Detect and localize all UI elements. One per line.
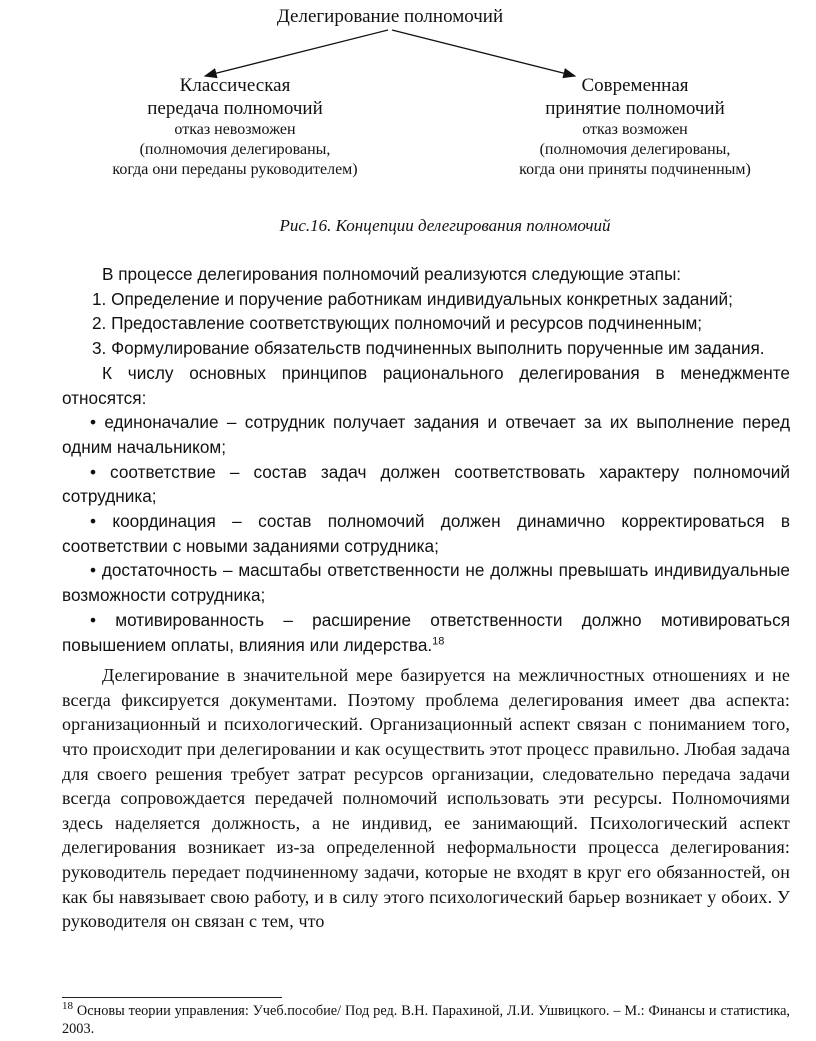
bullet-item-text: • мотивированность – расширение ответственности должно мотивироваться повышением оплаты, влияния или лидерства. (62, 609, 790, 655)
body-text (62, 262, 790, 934)
concept-modern-line3: отказ возможен (582, 121, 688, 138)
concept-modern (470, 74, 800, 180)
paragraph-step1: 1. Определение и поручение работникам индивидуальных конкретных заданий; (92, 288, 733, 309)
concept-classic-line4: (полномочия делегированы, (139, 141, 331, 158)
paragraph-intro: В процессе делегирования полномочий реализуются следующие этапы: (102, 264, 682, 284)
footnote-ref: 18 (432, 634, 445, 647)
concept-classic-title1: Классическая (179, 75, 291, 96)
concept-classic-title2: передача полномочий (147, 98, 323, 119)
concept-modern-line4: (полномочия делегированы, (539, 141, 731, 158)
arrow-left (205, 30, 388, 76)
arrow-right (392, 30, 575, 76)
bullet-item: • соответствие – состав задач должен соответствовать характеру полномочий сотрудника; (62, 461, 790, 507)
bullet-item: • единоначалие – сотрудник получает задания и отвечает за их выполнение перед одним начальником; (62, 412, 790, 457)
paragraph-principles-intro: К числу основных принципов рационального делегирования в менеджменте относятся: (62, 362, 790, 408)
footnote-number: 18 (62, 1000, 73, 1013)
concept-modern-line5: когда они приняты подчиненным) (519, 161, 751, 178)
footnote-text: Основы теории управления: Учеб.пособие/ Под ред. В.Н. Парахиной, Л.И. Ушвицкого. – М.: Финансы и статистика, 2003. (62, 1003, 790, 1037)
footnote (62, 1002, 790, 1038)
bullet-item-last (62, 608, 790, 657)
paragraph-main: Делегирование в значительной мере базируется на межличностных отношениях и не всегда фиксируется документами. Поэтому проблема делегирования имеет два аспекта: организационный и психологический. Организационный аспект связан с пониманием того, что происходит при делегировании и как осуществить этот процесс правильно. Любая задача для своего решения требует затрат ресурсов организации, следовательно передача задачи всегда сопровождается передачей полномочий использовать эти ресурсы. Полномочиями здесь наделяется должность, а не индивид, ее занимающий. Психологический аспект делегирования возникает из-за определенной неформальности процесса делегирования: руководитель передает подчиненному задачи, которые не входят в круг его обязанностей, он как бы навязывает свою работу, и в силу этого психологический барьер возникает у обоих. У руководителя он связан с тем, что (62, 665, 790, 932)
figure-caption: Рис.16. Концепции делегирования полномочий (279, 216, 611, 235)
concept-classic-line3: отказ невозможен (174, 121, 296, 138)
bullet-item: • достаточность – масштабы ответственности не должны превышать индивидуальные возможности сотрудника; (62, 560, 790, 606)
paragraph-step3: 3. Формулирование обязательств подчиненных выполнить порученные им задания. (92, 338, 765, 359)
diagram-title: Делегирование полномочий (276, 6, 504, 27)
footnote-rule (62, 997, 282, 998)
concept-modern-title2: принятие полномочий (545, 98, 725, 119)
concept-classic-line5: когда они переданы руководителем) (112, 161, 358, 178)
paragraph-step2: 2. Предоставление соответствующих полномочий и ресурсов подчиненным; (92, 313, 703, 334)
concept-classic (70, 74, 400, 180)
bullet-item: • координация – состав полномочий должен динамично корректироваться в соответствии с новыми заданиями сотрудника; (62, 511, 790, 556)
concept-modern-title1: Современная (581, 75, 689, 96)
